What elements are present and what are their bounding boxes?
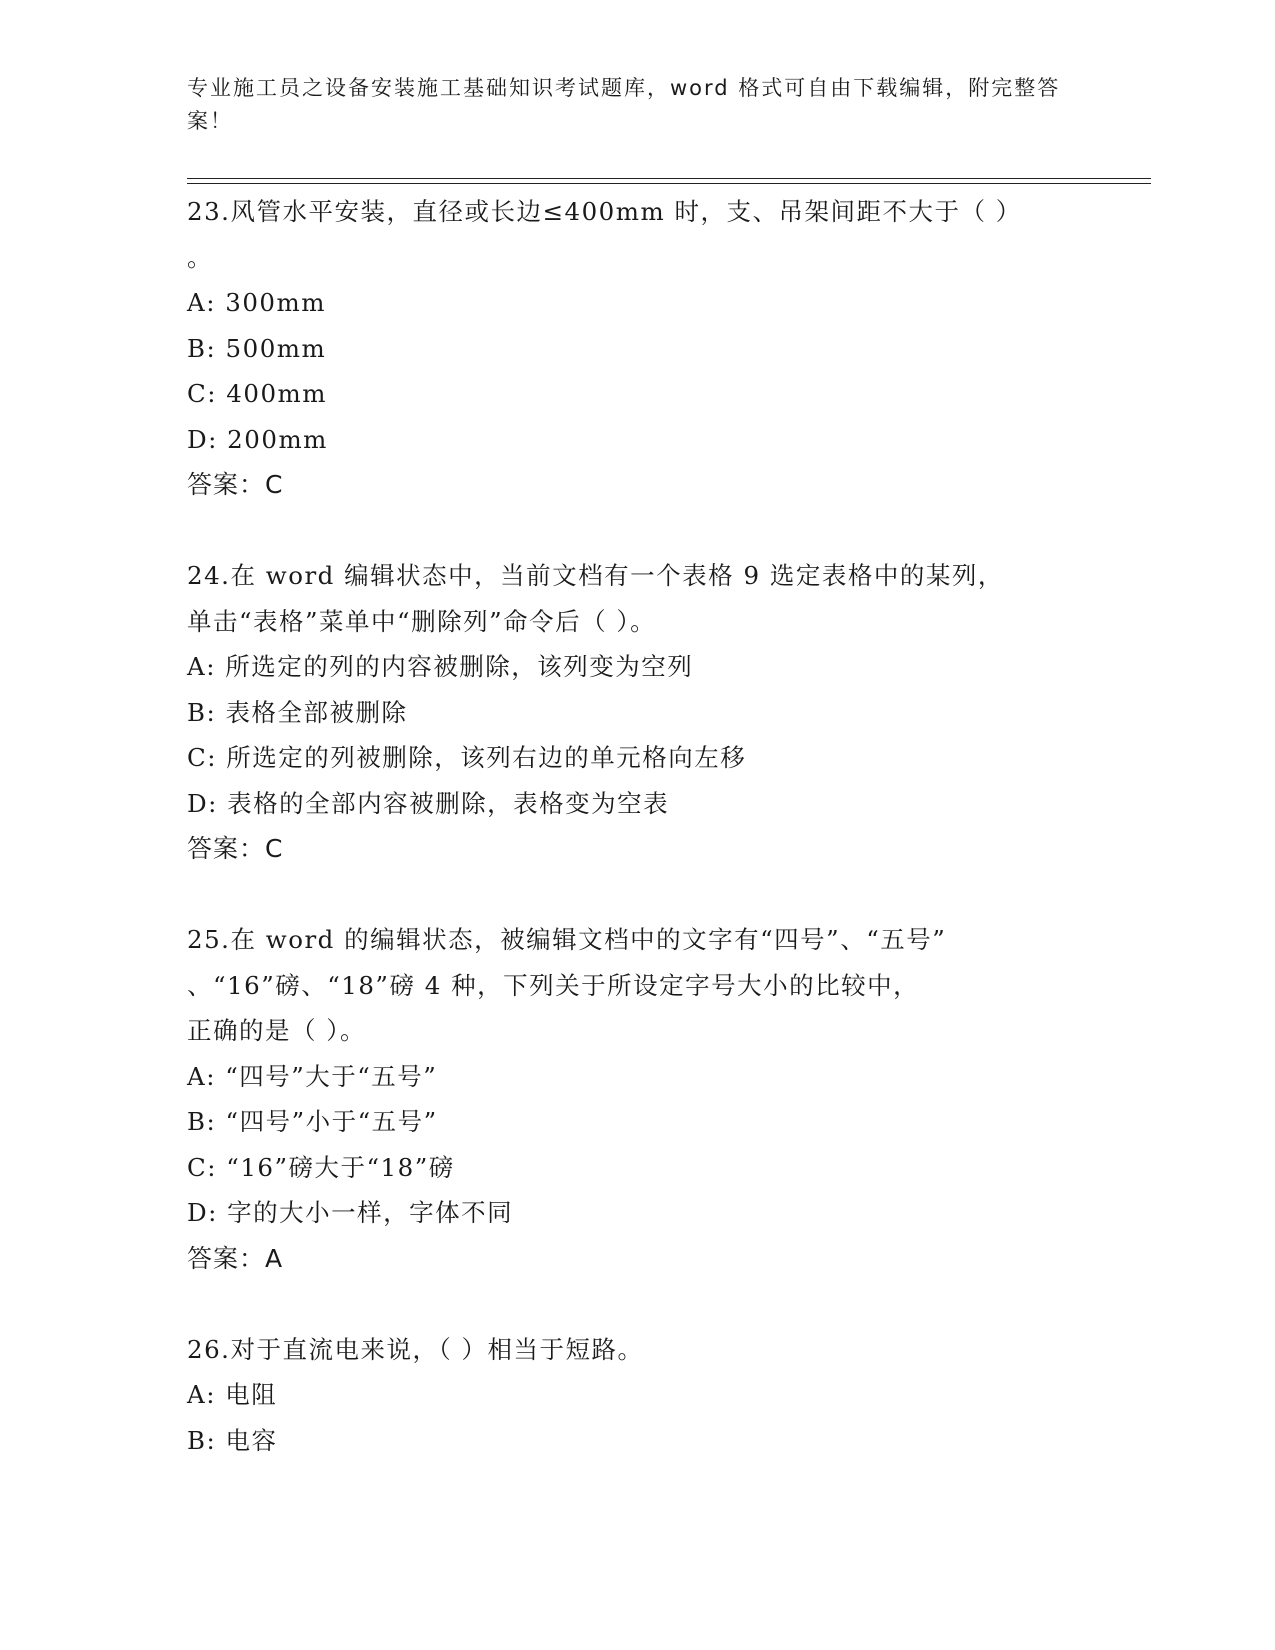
option-c: C: 所选定的列被删除，该列右边的单元格向左移 — [187, 743, 747, 772]
option-d: D: 200mm — [187, 424, 328, 454]
question-stem-line: 25.在 word 的编辑状态，被编辑文档中的文字有“四号”、“五号” — [187, 925, 947, 954]
question-25 — [187, 917, 1087, 1281]
question-stem-line: 24.在 word 编辑状态中，当前文档有一个表格 9 选定表格中的某列， — [187, 561, 1004, 590]
header-divider-bottom — [187, 183, 1151, 184]
question-stem-line: 26.对于直流电来说，（ ）相当于短路。 — [187, 1334, 644, 1364]
question-23 — [187, 189, 1087, 508]
option-b: B: 500mm — [187, 333, 327, 363]
option-a: A: “四号”大于“五号” — [187, 1061, 438, 1091]
question-spacer — [187, 1281, 1087, 1327]
option-a: A: 电阻 — [187, 1380, 278, 1409]
option-b: B: 表格全部被删除 — [187, 697, 408, 727]
option-c: C: “16”磅大于“18”磅 — [187, 1152, 455, 1182]
option-c: C: 400mm — [187, 379, 328, 408]
question-spacer — [187, 508, 1087, 554]
question-list — [187, 189, 1087, 1463]
option-a: A: 所选定的列的内容被删除，该列变为空列 — [187, 652, 694, 681]
answer-line: 答案：A — [187, 1243, 284, 1273]
question-stem-line: 、“16”磅、“18”磅 4 种，下列关于所设定字号大小的比较中， — [187, 970, 920, 1000]
option-d: D: 字的大小一样，字体不同 — [187, 1198, 514, 1227]
question-stem-line: 。 — [187, 242, 213, 272]
option-d: D: 表格的全部内容被删除，表格变为空表 — [187, 788, 670, 818]
header-text: 专业施工员之设备安装施工基础知识考试题库，word 格式可自由下载编辑，附完整答案！ — [187, 76, 1061, 133]
question-stem-line: 单击“表格”菜单中“删除列”命令后（ ）。 — [187, 606, 657, 636]
option-a: A: 300mm — [187, 288, 326, 317]
answer-line: 答案：C — [187, 834, 284, 863]
question-stem-line: 23.风管水平安装，直径或长边≤400mm 时，支、吊架间距不大于（ ） — [187, 197, 1022, 226]
question-24 — [187, 553, 1087, 872]
question-26 — [187, 1327, 1087, 1464]
option-b: B: 电容 — [187, 1425, 278, 1455]
answer-line: 答案：C — [187, 470, 284, 499]
question-stem-line: 正确的是（ ）。 — [187, 1016, 367, 1045]
option-b: B: “四号”小于“五号” — [187, 1107, 438, 1136]
header-divider-top — [187, 178, 1151, 179]
document-header — [187, 72, 1067, 138]
question-spacer — [187, 872, 1087, 918]
